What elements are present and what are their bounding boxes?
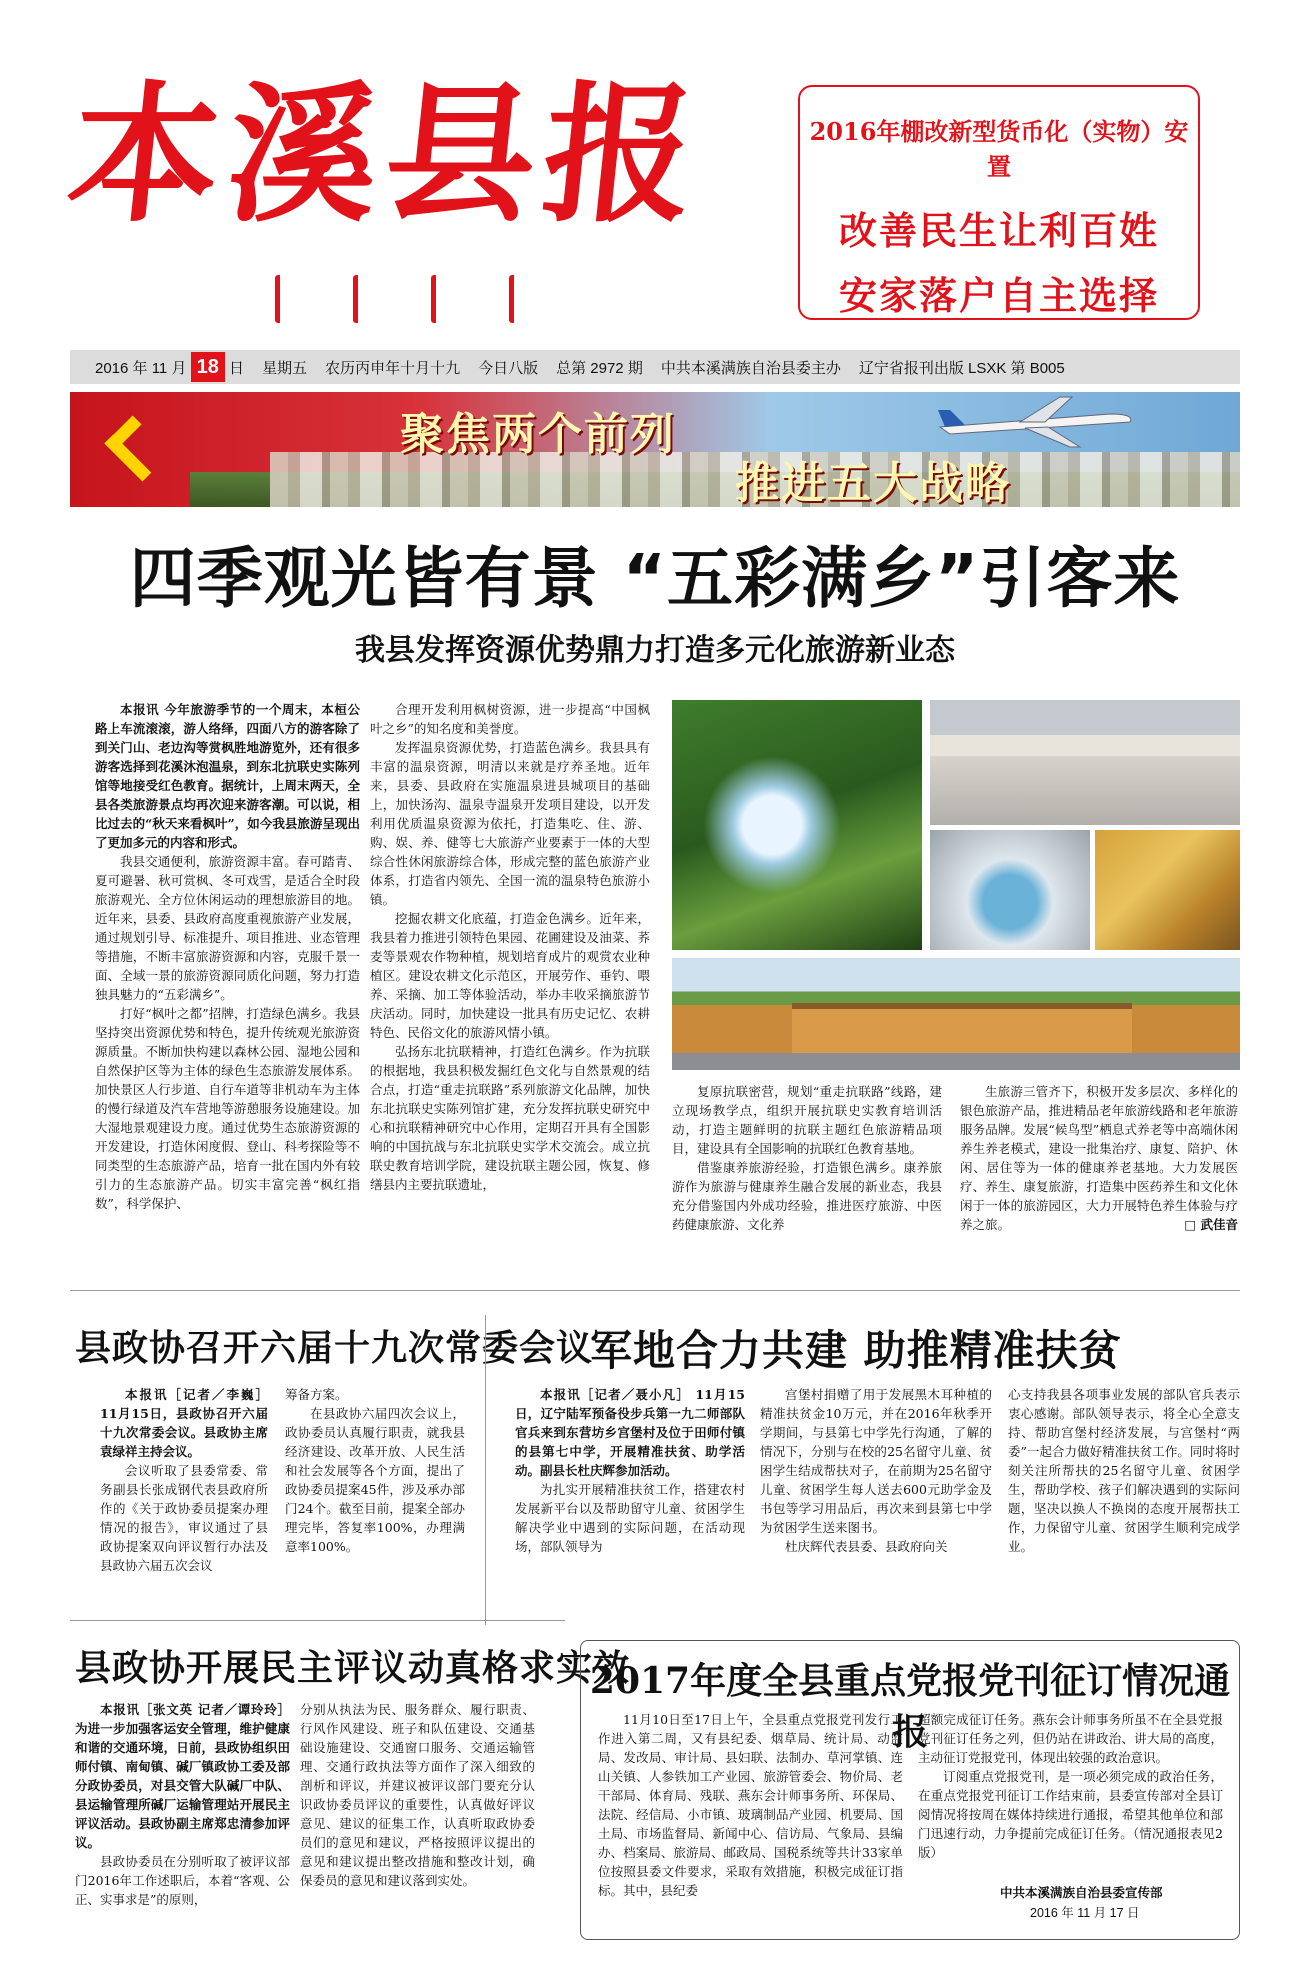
paragraph: 本报讯 今年旅游季节的一个周末，本桓公路上车流滚滚，游人络绎，四面八方的游客除了到关门山、老边沟等赏枫胜地游览外，还有很多游客选择到花溪沐泡温泉，到东北抗联史实陈列馆等地接受红色教育。据统计，上周末两天，全县各类旅游景点均再次迎来游客潮。可以说，相比过去的“秋天来看枫叶”，如今我县旅游呈现出了更加多元的内容和形式。 bbox=[95, 702, 360, 850]
military-column-2 bbox=[760, 1385, 992, 1556]
paragraph: 生旅游三管齐下，积极开发多层次、多样化的银色旅游产品，推进精品老年旅游线路和老年旅游服务品牌。发展“候鸟型”栖息式养老等中高端休闲养生养老模式，建设一批集治疗、康复、陪护、休闲、居住等为一体的健康养老基地。大力发展医疗、养生、康复旅游，打造集中医药养生和文化休闲于一体的旅游园区，大力开展特色养生体验与疗养之旅。 bbox=[960, 1084, 1238, 1232]
section-divider bbox=[70, 1620, 565, 1621]
paragraph: 心支持我县各项事业发展的部队官兵表示衷心感谢。部队领导表示，将全心全意支持、帮助宫堡村经济发展，与宫堡村“两委”一起合力做好精准扶贫工作。同时将时刻关注所帮扶的25名留守儿童、贫困学生，帮助学校、孩子们解决遇到的实际问题，坚决以换人不换岗的态度开展帮扶工作，力保留守儿童、贫困学生顺利完成学业。 bbox=[1008, 1387, 1240, 1554]
promo-line-1: 2016年棚改新型货币化（实物）安置 bbox=[809, 117, 1189, 181]
paragraph: 弘扬东北抗联精神，打造红色满乡。作为抗联的根据地，我县积极发掘红色文化与自然景观的结合点，打造“重走抗联路”系列旅游文化品牌，加快东北抗联史实陈列馆扩建，充分发挥抗联史研究中心和抗联精神研究中心作用，定期召开具有全国影响的中国抗战与东北抗联史实学术交流会。成立抗联史教育培训学院，建设抗联主题公园，恢复、修缮县内主要抗联遗址， bbox=[370, 1044, 650, 1192]
military-headline: 军地合力共建 助推精准扶贫 bbox=[590, 1326, 1122, 1375]
notice-column-2 bbox=[918, 1710, 1223, 1862]
mongolian-glyph bbox=[275, 275, 293, 323]
promo-line-3: 安家落户自主选择 bbox=[838, 273, 1159, 318]
newspaper-title: 本溪县报 bbox=[60, 67, 712, 243]
paragraph: 为扎实开展精准扶贫工作，搭建农村发展新平台以及帮助留守儿童、贫困学生解决学业中遇到的实际问题，在活动现场，部队领导为 bbox=[515, 1482, 745, 1554]
column-divider bbox=[485, 1315, 486, 1625]
paragraph: 本报讯［记者／李巍］ 11月15日，县政协召开六届十九次常委会议。县政协主席袁绿祥主持会议。 bbox=[100, 1387, 268, 1459]
paragraph: 宫堡村捐赠了用于发展黑木耳种植的精准扶贫金10万元，并在2016年秋季开学期间，与县第七中学先行沟通，了解的情况下，分别与在校的25名留守儿童、贫困学生结成帮扶对子，在前期为25名留守儿童、贫困学生每人送去600元助学金及书包等学习用品后，再次来到县第七中学为贫困学生送来图书。 bbox=[760, 1387, 992, 1535]
lead-subheadline: 我县发挥资源优势鼎力打造多元化旅游新业态 bbox=[355, 633, 955, 668]
plaza-performance-photo bbox=[930, 700, 1240, 825]
grain-harvest-photo bbox=[1095, 830, 1240, 950]
museum-building-photo bbox=[672, 958, 1240, 1070]
paragraph: 打好“枫叶之都”招牌，打造绿色满乡。我县坚持突出资源优势和特色，提升传统观光旅游资源质量。不断加快构建以森林公园、湿地公园和自然保护区等为主体的绿色生态旅游发展体系。加快景区人行步道、自行车道等非机动车为主体的慢行绿道及汽车营地等游憩服务设施建设。加大湿地景观建设力度。通过优势生态旅游资源的开发建设，打造休闲度假、登山、科考探险等不同类型的生态旅游产品，培育一批在国内外有较引力的生态旅游产品。切实丰富完善“枫红指数”，科学保护、 bbox=[95, 1006, 360, 1211]
paragraph: 11月10日至17日上午，全县重点党报党刊发行工作进入第二周，又有县纪委、烟草局、统计局、动监局、发改局、审计局、县妇联、法制办、草河掌镇、连山关镇、人参铁加工产业园、旅游管委会、物价局、老干部局、体育局、残联、燕东会计师事务所、环保局、法院、经信局、小市镇、玻璃制品产业园、机要局、国土局、市场监督局、新闻中心、信访局、气象局、县编办、档案局、旅游局、邮政局、国税系统等共计33家单位按照县委文件要求，采取有效措施，积极完成征订指标。其中，县纪委 bbox=[598, 1712, 903, 1898]
mongolian-script-logo bbox=[275, 275, 527, 323]
weekday: 星期五 bbox=[262, 359, 308, 377]
military-column-1 bbox=[515, 1385, 745, 1556]
cppcc-review-column-2 bbox=[300, 1700, 535, 1890]
page-count: 今日八版 bbox=[478, 359, 539, 377]
masthead bbox=[60, 40, 770, 340]
notice-headline: 2017年度全县重点党报党刊征订情况通报 bbox=[589, 1660, 1231, 1753]
paragraph: 筹备方案。 bbox=[285, 1387, 348, 1402]
date-year-month: 2016 年 11 月 bbox=[95, 360, 187, 377]
paragraph: 杜庆辉代表县委、县政府向关 bbox=[785, 1539, 948, 1554]
dateline-bar bbox=[70, 350, 1240, 384]
paragraph: 会议听取了县委常委、常务副县长张成钢代表县政府所作的《关于政协委员提案办理情况的报告》，审议通过了县政协提案双向评议暂行办法及县政协六届五次会议 bbox=[100, 1463, 268, 1573]
paragraph: 县政协委员在分别听取了被评议部门2016年工作述职后，本着“客观、公正、实事求是”的原则， bbox=[75, 1854, 290, 1907]
paragraph: 本报讯［记者／聂小凡］ 11月15日，辽宁陆军预备役步兵第一九二师部队官兵来到东营坊乡宫堡村及位于田师付镇的县第七中学，开展精准扶贫、助学活动。副县长杜庆辉参加活动。 bbox=[515, 1387, 745, 1478]
paragraph: 在县政协六届四次会议上，政协委员认真履行职责，就我县经济建设、改革开放、人民生活和社会发展等各个方面，提出了政协委员提案45件，涉及承办部门24个。截至目前，提案全部办理完毕，答复率100%，办理满意率100%。 bbox=[285, 1406, 465, 1554]
tourism-photo-collage bbox=[672, 700, 1240, 1070]
host-org: 中共本溪满族自治县委主办 bbox=[660, 359, 841, 377]
lead-column-2 bbox=[370, 700, 650, 1194]
paragraph: 分别从执法为民、服务群众、履行职责、行风作风建设、班子和队伍建设、交通基础设施建设、交通窗口服务、交通运输管理、交通行政执法等方面作了深入细致的剖析和评议，并建议被评议部门要充分认识政协委员评议的重要性，认真做好评议意见、建议的征集工作，认真听取政协委员们的意见和建议，严格按照评议提出的意见和建议提出整改措施和整改计划，确保委员的意见和建议落到实处。 bbox=[300, 1702, 535, 1888]
date-day: 18 bbox=[191, 352, 225, 382]
hammer-sickle-icon bbox=[90, 404, 180, 494]
waterfall-photo bbox=[672, 700, 922, 950]
paragraph: 订阅重点党报党刊，是一项必须完成的政治任务，在重点党报党刊征订工作结束前，县委宣传部对全县订阅情况将按周在媒体持续进行通报，希望其他单位和部门迅速行动，力争提前完成征订任务。（情况通报表见2版） bbox=[918, 1769, 1223, 1860]
lunar-date: 农历丙申年十月十九 bbox=[325, 359, 461, 377]
lead-column-3 bbox=[672, 1082, 942, 1234]
museum-hall bbox=[792, 1003, 1132, 1053]
mongolian-glyph bbox=[353, 275, 371, 323]
paragraph: 复原抗联密营，规划“重走抗联路”线路，建立现场教学点，组织开展抗联史实教育培训活动，打造主题鲜明的抗联主题红色旅游精品项目，建设具有全国影响的抗联红色教育基地。 bbox=[672, 1084, 942, 1156]
paragraph: 合理开发利用枫树资源，进一步提高“中国枫叶之乡”的知名度和美誉度。 bbox=[370, 702, 650, 736]
date-text bbox=[95, 352, 244, 382]
paragraph: 挖掘农耕文化底蕴，打造金色满乡。近年来，我县着力推进引领特色果园、花圃建设及油菜、荞麦等景观农作物种植，规划培育成片的观赏农业种植区。建设农耕文化示范区，开展劳作、垂钓、喂养、采摘、加工等体验活动，举办丰收采摘旅游节庆活动。同时，加快建设一批具有历史记忆、农耕特色、民俗文化的旅游风情小镇。 bbox=[370, 911, 650, 1040]
notice-column-1 bbox=[598, 1710, 903, 1900]
byline: □ 武佳音 bbox=[1184, 1217, 1238, 1232]
lead-headline: 四季观光皆有景 “五彩满乡”引客来 bbox=[129, 540, 1181, 617]
military-column-3 bbox=[1008, 1385, 1240, 1556]
promo-line-2: 改善民生让利百姓 bbox=[838, 208, 1159, 253]
paragraph: 借鉴康养旅游经验，打造银色满乡。康养旅游作为旅游与健康养生融合发展的新业态，我县充分借鉴国内外成功经验，推进医疗旅游、中医药健康旅游、文化养 bbox=[672, 1160, 942, 1232]
notice-signature-org: 中共本溪满族自治县委宣传部 bbox=[1000, 1886, 1163, 1900]
lead-column-4 bbox=[960, 1082, 1238, 1234]
paragraph: 本报讯［张文英 记者／谭玲玲］ 为进一步加强客运安全管理，维护健康和谐的交通环境，日前，县政协组织田师付镇、南甸镇、碱厂镇政协工委及部分政协委员，对县交管大队碱厂中队、县运输管理所碱厂运输管理站开展民主评议活动。县政协副主席郑忠清参加评议。 bbox=[75, 1702, 290, 1850]
notice-signature-date: 2016 年 11 月 17 日 bbox=[1030, 1906, 1140, 1920]
housing-promo-box bbox=[798, 85, 1200, 320]
paragraph: 发挥温泉资源优势，打造蓝色满乡。我县具有丰富的温泉资源，明清以来就是疗养圣地。近年来，县委、县政府在实施温泉进县城项目的基础上，加快汤沟、温泉寺温泉开发项目建设，以开发利用优质温泉资源为依托，打造集吃、住、游、购、娱、养、健等七大旅游产业要素于一体的大型综合性休闲旅游综合体，形成完整的蓝色旅游产业体系，打造省内领先、全国一流的温泉特色旅游小镇。 bbox=[370, 740, 650, 907]
banner-slogan-2: 推进五大战略 bbox=[735, 458, 1011, 507]
cppcc-meeting-column-2 bbox=[285, 1385, 465, 1556]
mongolian-glyph bbox=[431, 275, 449, 323]
cppcc-review-column-1 bbox=[75, 1700, 290, 1909]
cppcc-meeting-headline: 县政协召开六届十九次常委会议 bbox=[75, 1327, 594, 1369]
cppcc-review-headline: 县政协开展民主评议动真格求实效 bbox=[75, 1647, 631, 1689]
section-divider bbox=[70, 1290, 1240, 1291]
slogan-banner bbox=[70, 392, 1240, 507]
mongolian-glyph bbox=[509, 275, 527, 323]
paragraph: 我县交通便利，旅游资源丰富。春可踏青、夏可避暑、秋可赏枫、冬可戏雪，是适合全时段旅游观光、全方位休闲运动的理想旅游目的地。近年来，县委、县政府高度重视旅游产业发展，通过规划引导、标准提升、项目推进、业态管理等措施，不断丰富旅游资源和内容，克服千景一面、全域一景的旅游资源同质化问题，努力打造独具魅力的“五彩满乡”。 bbox=[95, 854, 360, 1002]
cppcc-meeting-column-1 bbox=[100, 1385, 268, 1575]
lead-column-1 bbox=[95, 700, 360, 1213]
paragraph: 超额完成征订任务。燕东会计师事务所虽不在全县党报党刊征订任务之列，但仍站在讲政治、讲大局的高度，主动征订党报党刊，体现出较强的政治意识。 bbox=[918, 1712, 1223, 1765]
date-day-suffix: 日 bbox=[229, 360, 245, 377]
airplane-icon bbox=[930, 392, 1140, 452]
issue-number: 总第 2972 期 bbox=[556, 359, 643, 377]
publication-license: 辽宁省报刊出版 LSXK 第 B005 bbox=[858, 359, 1065, 377]
hot-spring-photo bbox=[930, 830, 1090, 950]
banner-slogan-1: 聚焦两个前列 bbox=[400, 409, 676, 460]
